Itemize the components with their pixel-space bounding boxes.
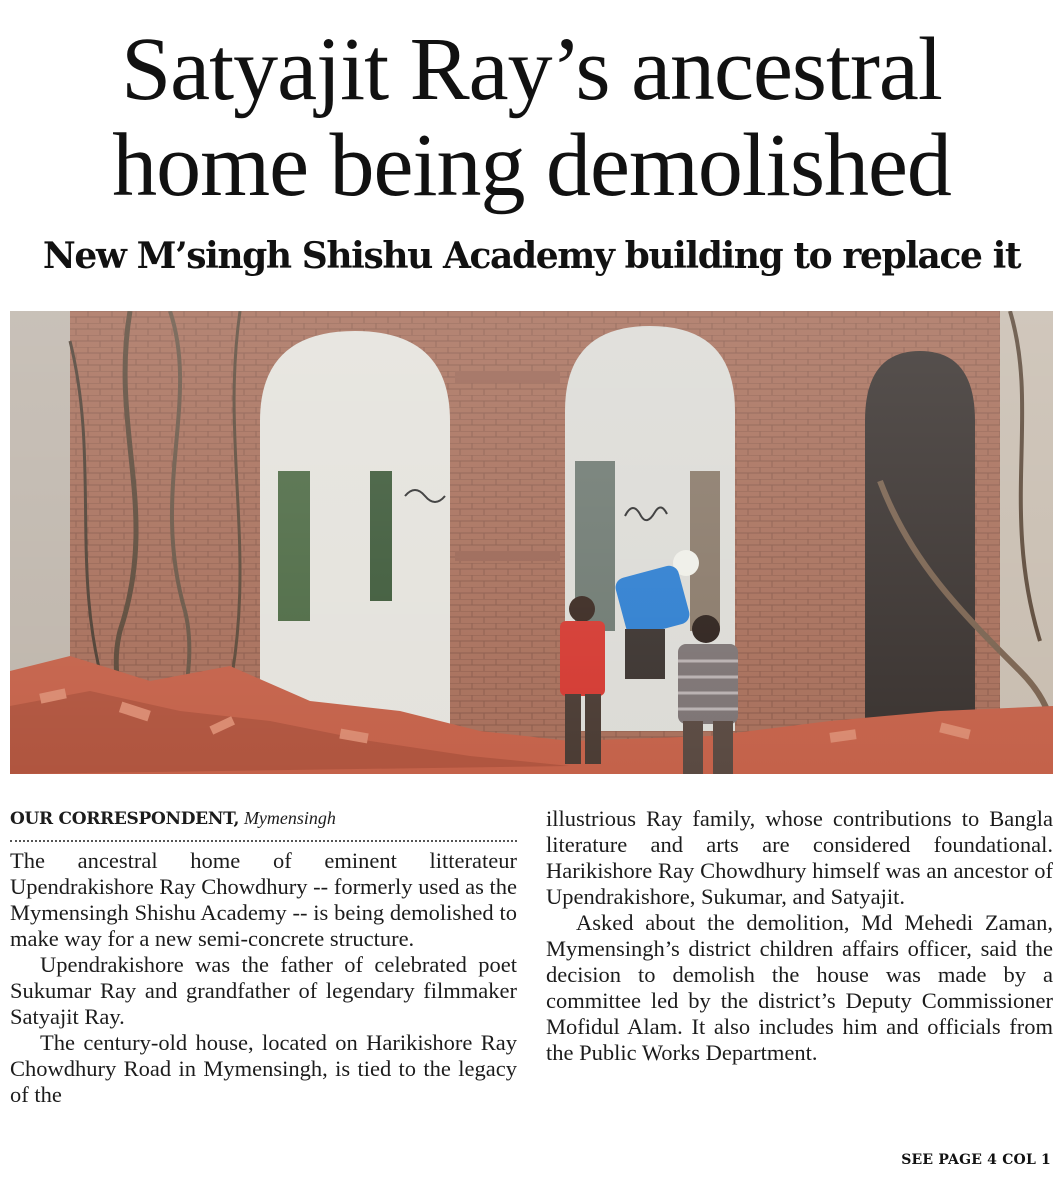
headline-line-1: Satyajit Ray’s ancestral xyxy=(121,20,942,119)
paragraph-4: illustrious Ray family, whose contributions to Bangla literature and arts are considered foundational. Harikishore Ray Chowdhury himself was an ancestor of Upendrakishore, Sukumar, and Satyajit. xyxy=(546,806,1053,909)
headline xyxy=(0,22,1063,214)
byline xyxy=(10,805,517,842)
continuation-note: SEE PAGE 4 COL 1 xyxy=(901,1152,1051,1168)
byline-author: OUR CORRESPONDENT, xyxy=(10,809,240,829)
subheadline: New M’singh Shishu Academy building to replace it xyxy=(42,235,1021,277)
article-column-right xyxy=(546,806,1053,1066)
paragraph-2: Upendrakishore was the father of celebrated poet Sukumar Ray and grandfather of legendary filmmaker Satyajit Ray. xyxy=(10,952,517,1029)
headline-line-2: home being demolished xyxy=(112,116,951,215)
paragraph-5: Asked about the demolition, Md Mehedi Zaman, Mymensingh’s district children affairs officer, said the decision to demolish the house was made by a committee led by the district’s Deputy Commissioner Mofidul Alam. It also includes him and officials from the Public Works Department. xyxy=(546,910,1053,1065)
paragraph-3: The century-old house, located on Harikishore Ray Chowdhury Road in Mymensingh, is tied to the legacy of the xyxy=(10,1030,517,1107)
byline-location: Mymensingh xyxy=(243,808,336,828)
paragraph-1: The ancestral home of eminent litterateur Upendrakishore Ray Chowdhury -- formerly used as the Mymensingh Shishu Academy -- is being demolished to make way for a new semi-concrete structure. xyxy=(10,848,517,951)
article-column-left xyxy=(10,805,517,1108)
article-photo xyxy=(10,311,1053,774)
